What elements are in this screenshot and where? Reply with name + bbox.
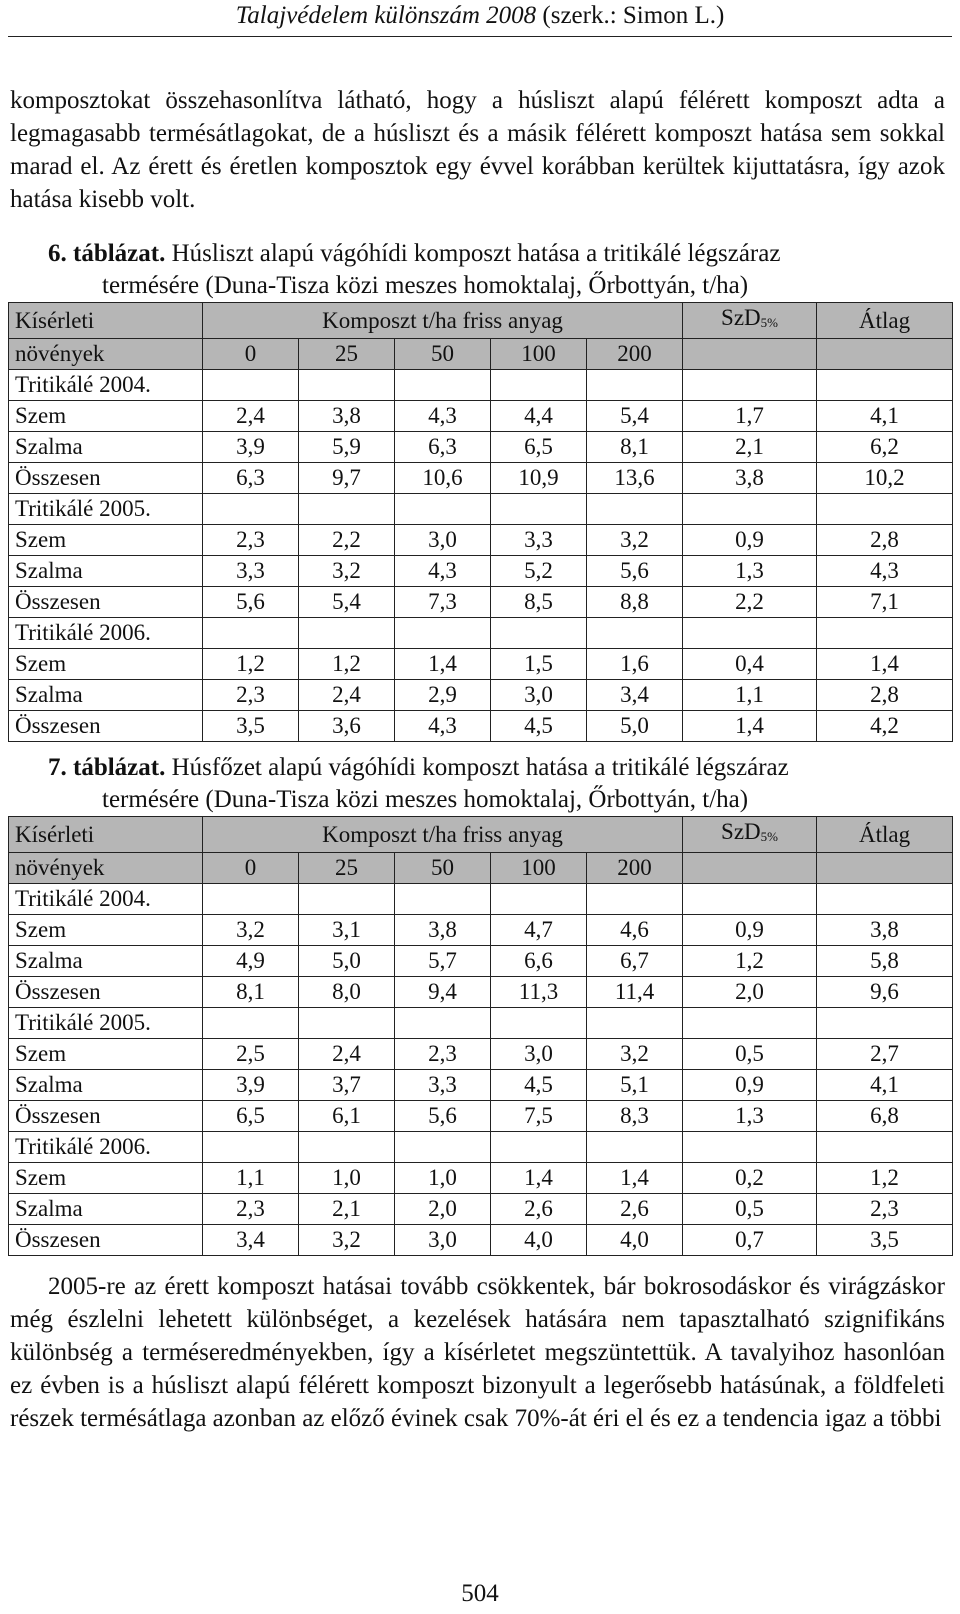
- value-cell: 9,4: [395, 977, 491, 1008]
- empty-cell: [299, 1132, 395, 1163]
- value-cell: 3,2: [299, 1225, 395, 1256]
- year-label: Tritikálé 2005.: [9, 1008, 203, 1039]
- value-cell: 3,2: [299, 556, 395, 587]
- empty-cell: [587, 494, 683, 525]
- average-cell: 3,5: [817, 1225, 953, 1256]
- value-cell: 1,2: [203, 649, 299, 680]
- szd-base: SzD: [721, 819, 761, 844]
- table7-title-line1: Húsfőzet alapú vágóhídi komposzt hatása a tritikálé légszáraz: [171, 754, 789, 781]
- szd-subscript: 5%: [760, 315, 779, 330]
- value-cell: 2,4: [203, 401, 299, 432]
- szd-cell: 3,8: [683, 463, 817, 494]
- value-cell: 1,0: [299, 1163, 395, 1194]
- value-cell: 7,3: [395, 587, 491, 618]
- table-row: [9, 680, 953, 711]
- value-cell: 11,4: [587, 977, 683, 1008]
- empty-cell: [587, 884, 683, 915]
- average-cell: 5,8: [817, 946, 953, 977]
- value-cell: 3,7: [299, 1070, 395, 1101]
- value-cell: 1,5: [491, 649, 587, 680]
- empty-cell: [395, 618, 491, 649]
- year-label: Tritikálé 2005.: [9, 494, 203, 525]
- column-header-compost: Komposzt t/ha friss anyag: [203, 303, 683, 339]
- closing-paragraph: 2005-re az érett komposzt hatásai tovább csökkentek, bár bokrosodáskor és virágzáskor még észlelni lehetett különbséget, a kezelések hatására nem tapasztalható szignifikáns különbség a terméseredményekben, így a kísérletet megszüntettük. A tavalyihoz hasonlóan ez évben is a húsliszt alapú félérett komposzt bizonyult a legerősebb hatásúnak, a földfeleti részek termésátlaga azonban az előző évinek csak 70%-át éri el és ez a tendencia igaz a többi: [10, 1273, 945, 1432]
- value-cell: 3,3: [395, 1070, 491, 1101]
- table-row: [9, 1225, 953, 1256]
- table-row: [9, 1101, 953, 1132]
- value-cell: 11,3: [491, 977, 587, 1008]
- row-label: Összesen: [9, 977, 203, 1008]
- row-label: Szem: [9, 1163, 203, 1194]
- value-cell: 6,7: [587, 946, 683, 977]
- empty-cell: [299, 370, 395, 401]
- average-cell: 1,2: [817, 1163, 953, 1194]
- row-label: Összesen: [9, 711, 203, 742]
- table6-title-line2: termésére (Duna-Tisza közi meszes homoktalaj, Őrbottyán, t/ha): [102, 272, 749, 299]
- table7: [8, 816, 953, 1256]
- average-cell: 1,4: [817, 649, 953, 680]
- value-cell: 1,4: [395, 649, 491, 680]
- year-label: Tritikálé 2006.: [9, 1132, 203, 1163]
- empty-cell: [683, 853, 817, 884]
- average-cell: 7,1: [817, 587, 953, 618]
- value-cell: 5,0: [587, 711, 683, 742]
- dose-header: 0: [203, 339, 299, 370]
- empty-cell: [587, 618, 683, 649]
- table-row: [9, 915, 953, 946]
- year-row: [9, 494, 953, 525]
- empty-cell: [491, 618, 587, 649]
- dose-header: 200: [587, 339, 683, 370]
- empty-cell: [203, 1008, 299, 1039]
- row-label: Szem: [9, 1039, 203, 1070]
- average-cell: 2,7: [817, 1039, 953, 1070]
- value-cell: 1,0: [395, 1163, 491, 1194]
- table-row: [9, 525, 953, 556]
- header-row: [9, 853, 953, 884]
- table7-number: 7. táblázat.: [48, 754, 166, 781]
- empty-cell: [817, 853, 953, 884]
- editor-note: (szerk.: Simon L.): [542, 2, 725, 29]
- table-row: [9, 977, 953, 1008]
- empty-cell: [491, 1008, 587, 1039]
- dose-header: 25: [299, 339, 395, 370]
- value-cell: 3,2: [587, 525, 683, 556]
- value-cell: 8,8: [587, 587, 683, 618]
- table-row: [9, 711, 953, 742]
- column-header-crop: Kísérleti: [9, 817, 203, 853]
- empty-cell: [491, 1132, 587, 1163]
- table-row: [9, 649, 953, 680]
- value-cell: 1,4: [587, 1163, 683, 1194]
- row-label: Szalma: [9, 1194, 203, 1225]
- value-cell: 3,8: [395, 915, 491, 946]
- row-label: Szalma: [9, 680, 203, 711]
- intro-paragraph: komposztokat összehasonlítva látható, hogy a húsliszt alapú félérett komposzt adta a legmagasabb termésátlagokat, de a húsliszt és a másik félérett komposzt hatása sem sokkal marad el. Az érett és éretlen komposztok egy évvel korábban kerültek kijuttatásra, így azok hatása kisebb volt.: [10, 87, 945, 213]
- column-header-crop-line2: növények: [9, 853, 203, 884]
- average-cell: 4,1: [817, 1070, 953, 1101]
- value-cell: 10,9: [491, 463, 587, 494]
- table-row: [9, 1194, 953, 1225]
- column-header-crop-line2: növények: [9, 339, 203, 370]
- table7-caption: [48, 752, 948, 816]
- row-label: Összesen: [9, 463, 203, 494]
- average-cell: 3,8: [817, 915, 953, 946]
- value-cell: 4,0: [491, 1225, 587, 1256]
- value-cell: 2,1: [299, 1194, 395, 1225]
- table6-number: 6. táblázat.: [48, 240, 166, 267]
- empty-cell: [683, 370, 817, 401]
- page-number: 504: [461, 1580, 499, 1607]
- header-row: [9, 339, 953, 370]
- average-cell: 2,8: [817, 680, 953, 711]
- table-row: [9, 401, 953, 432]
- value-cell: 3,9: [203, 1070, 299, 1101]
- szd-cell: 1,1: [683, 680, 817, 711]
- year-row: [9, 884, 953, 915]
- value-cell: 5,4: [299, 587, 395, 618]
- szd-cell: 1,3: [683, 1101, 817, 1132]
- year-label: Tritikálé 2004.: [9, 884, 203, 915]
- value-cell: 5,6: [203, 587, 299, 618]
- column-header-average: Átlag: [817, 817, 953, 853]
- value-cell: 8,1: [203, 977, 299, 1008]
- year-label: Tritikálé 2006.: [9, 618, 203, 649]
- value-cell: 6,3: [395, 432, 491, 463]
- average-cell: 6,2: [817, 432, 953, 463]
- empty-cell: [817, 494, 953, 525]
- value-cell: 4,6: [587, 915, 683, 946]
- journal-title: Talajvédelem különszám 2008: [235, 2, 537, 29]
- szd-cell: 2,0: [683, 977, 817, 1008]
- szd-cell: 2,1: [683, 432, 817, 463]
- szd-cell: 2,2: [683, 587, 817, 618]
- value-cell: 3,2: [587, 1039, 683, 1070]
- value-cell: 8,5: [491, 587, 587, 618]
- szd-cell: 0,9: [683, 525, 817, 556]
- header-row: [9, 303, 953, 339]
- table-row: [9, 432, 953, 463]
- szd-cell: 1,7: [683, 401, 817, 432]
- row-label: Szalma: [9, 556, 203, 587]
- average-cell: 2,3: [817, 1194, 953, 1225]
- empty-cell: [395, 1132, 491, 1163]
- value-cell: 5,1: [587, 1070, 683, 1101]
- table-row: [9, 587, 953, 618]
- szd-cell: 0,4: [683, 649, 817, 680]
- value-cell: 5,4: [587, 401, 683, 432]
- dose-header: 100: [491, 339, 587, 370]
- empty-cell: [587, 370, 683, 401]
- empty-cell: [817, 339, 953, 370]
- empty-cell: [683, 494, 817, 525]
- value-cell: 5,6: [587, 556, 683, 587]
- row-label: Szem: [9, 401, 203, 432]
- value-cell: 2,6: [587, 1194, 683, 1225]
- szd-subscript: 5%: [760, 829, 779, 844]
- value-cell: 9,7: [299, 463, 395, 494]
- value-cell: 10,6: [395, 463, 491, 494]
- szd-cell: 0,5: [683, 1194, 817, 1225]
- empty-cell: [683, 884, 817, 915]
- value-cell: 5,7: [395, 946, 491, 977]
- value-cell: 3,6: [299, 711, 395, 742]
- value-cell: 2,3: [395, 1039, 491, 1070]
- value-cell: 8,3: [587, 1101, 683, 1132]
- value-cell: 5,2: [491, 556, 587, 587]
- dose-header: 200: [587, 853, 683, 884]
- empty-cell: [203, 884, 299, 915]
- value-cell: 5,9: [299, 432, 395, 463]
- table-row: [9, 946, 953, 977]
- value-cell: 4,0: [587, 1225, 683, 1256]
- value-cell: 3,0: [395, 525, 491, 556]
- szd-cell: 0,2: [683, 1163, 817, 1194]
- dose-header: 50: [395, 339, 491, 370]
- empty-cell: [817, 1132, 953, 1163]
- szd-cell: 1,3: [683, 556, 817, 587]
- szd-cell: 1,4: [683, 711, 817, 742]
- row-label: Szalma: [9, 946, 203, 977]
- empty-cell: [491, 494, 587, 525]
- value-cell: 2,3: [203, 525, 299, 556]
- value-cell: 1,1: [203, 1163, 299, 1194]
- value-cell: 6,5: [491, 432, 587, 463]
- empty-cell: [203, 1132, 299, 1163]
- dose-header: 25: [299, 853, 395, 884]
- row-label: Szem: [9, 525, 203, 556]
- szd-cell: 1,2: [683, 946, 817, 977]
- empty-cell: [817, 1008, 953, 1039]
- year-row: [9, 618, 953, 649]
- empty-cell: [683, 1132, 817, 1163]
- row-label: Összesen: [9, 1225, 203, 1256]
- column-header-compost: Komposzt t/ha friss anyag: [203, 817, 683, 853]
- value-cell: 2,0: [395, 1194, 491, 1225]
- empty-cell: [683, 618, 817, 649]
- average-cell: 6,8: [817, 1101, 953, 1132]
- table6: [8, 302, 953, 742]
- value-cell: 4,9: [203, 946, 299, 977]
- value-cell: 3,4: [203, 1225, 299, 1256]
- average-cell: 4,3: [817, 556, 953, 587]
- empty-cell: [203, 494, 299, 525]
- value-cell: 4,5: [491, 1070, 587, 1101]
- value-cell: 8,1: [587, 432, 683, 463]
- year-label: Tritikálé 2004.: [9, 370, 203, 401]
- value-cell: 3,0: [395, 1225, 491, 1256]
- value-cell: 4,3: [395, 711, 491, 742]
- value-cell: 6,6: [491, 946, 587, 977]
- value-cell: 13,6: [587, 463, 683, 494]
- empty-cell: [587, 1132, 683, 1163]
- row-label: Szalma: [9, 1070, 203, 1101]
- average-cell: 4,1: [817, 401, 953, 432]
- value-cell: 3,5: [203, 711, 299, 742]
- row-label: Összesen: [9, 1101, 203, 1132]
- table-row: [9, 556, 953, 587]
- year-row: [9, 1132, 953, 1163]
- value-cell: 2,5: [203, 1039, 299, 1070]
- empty-cell: [395, 1008, 491, 1039]
- value-cell: 3,4: [587, 680, 683, 711]
- value-cell: 6,3: [203, 463, 299, 494]
- table6-title-line1: Húsliszt alapú vágóhídi komposzt hatása a tritikálé légszáraz: [171, 240, 781, 267]
- empty-cell: [817, 884, 953, 915]
- row-label: Szem: [9, 649, 203, 680]
- table7-title-line2: termésére (Duna-Tisza közi meszes homoktalaj, Őrbottyán, t/ha): [102, 786, 749, 813]
- row-label: Összesen: [9, 587, 203, 618]
- row-label: Szalma: [9, 432, 203, 463]
- table6-caption: [48, 238, 948, 302]
- value-cell: 4,3: [395, 401, 491, 432]
- empty-cell: [491, 884, 587, 915]
- value-cell: 2,9: [395, 680, 491, 711]
- dose-header: 0: [203, 853, 299, 884]
- empty-cell: [299, 884, 395, 915]
- value-cell: 4,7: [491, 915, 587, 946]
- empty-cell: [587, 1008, 683, 1039]
- average-cell: 10,2: [817, 463, 953, 494]
- empty-cell: [817, 370, 953, 401]
- running-header: [0, 2, 960, 30]
- average-cell: 2,8: [817, 525, 953, 556]
- empty-cell: [299, 618, 395, 649]
- value-cell: 3,0: [491, 1039, 587, 1070]
- empty-cell: [817, 618, 953, 649]
- value-cell: 2,6: [491, 1194, 587, 1225]
- value-cell: 7,5: [491, 1101, 587, 1132]
- header-row: [9, 817, 953, 853]
- szd-cell: 0,7: [683, 1225, 817, 1256]
- dose-header: 50: [395, 853, 491, 884]
- empty-cell: [683, 1008, 817, 1039]
- szd-base: SzD: [721, 305, 761, 330]
- row-label: Szem: [9, 915, 203, 946]
- value-cell: 2,3: [203, 680, 299, 711]
- value-cell: 4,3: [395, 556, 491, 587]
- column-header-average: Átlag: [817, 303, 953, 339]
- empty-cell: [683, 339, 817, 370]
- value-cell: 3,2: [203, 915, 299, 946]
- table-row: [9, 1070, 953, 1101]
- header-rule: [8, 36, 952, 37]
- value-cell: 3,8: [299, 401, 395, 432]
- value-cell: 1,2: [299, 649, 395, 680]
- value-cell: 4,4: [491, 401, 587, 432]
- column-header-szd: [683, 303, 817, 339]
- empty-cell: [299, 1008, 395, 1039]
- value-cell: 3,1: [299, 915, 395, 946]
- empty-cell: [395, 494, 491, 525]
- empty-cell: [395, 370, 491, 401]
- average-cell: 9,6: [817, 977, 953, 1008]
- value-cell: 4,5: [491, 711, 587, 742]
- value-cell: 1,6: [587, 649, 683, 680]
- table-row: [9, 1039, 953, 1070]
- value-cell: 3,9: [203, 432, 299, 463]
- table-row: [9, 463, 953, 494]
- empty-cell: [395, 884, 491, 915]
- value-cell: 3,3: [203, 556, 299, 587]
- value-cell: 5,6: [395, 1101, 491, 1132]
- szd-cell: 0,5: [683, 1039, 817, 1070]
- value-cell: 2,4: [299, 1039, 395, 1070]
- year-row: [9, 1008, 953, 1039]
- value-cell: 2,2: [299, 525, 395, 556]
- szd-cell: 0,9: [683, 1070, 817, 1101]
- value-cell: 1,4: [491, 1163, 587, 1194]
- value-cell: 3,3: [491, 525, 587, 556]
- dose-header: 100: [491, 853, 587, 884]
- column-header-crop: Kísérleti: [9, 303, 203, 339]
- value-cell: 6,5: [203, 1101, 299, 1132]
- value-cell: 2,3: [203, 1194, 299, 1225]
- szd-cell: 0,9: [683, 915, 817, 946]
- empty-cell: [491, 370, 587, 401]
- empty-cell: [203, 618, 299, 649]
- empty-cell: [299, 494, 395, 525]
- value-cell: 5,0: [299, 946, 395, 977]
- column-header-szd: [683, 817, 817, 853]
- value-cell: 3,0: [491, 680, 587, 711]
- empty-cell: [203, 370, 299, 401]
- average-cell: 4,2: [817, 711, 953, 742]
- year-row: [9, 370, 953, 401]
- value-cell: 6,1: [299, 1101, 395, 1132]
- value-cell: 2,4: [299, 680, 395, 711]
- value-cell: 8,0: [299, 977, 395, 1008]
- table-row: [9, 1163, 953, 1194]
